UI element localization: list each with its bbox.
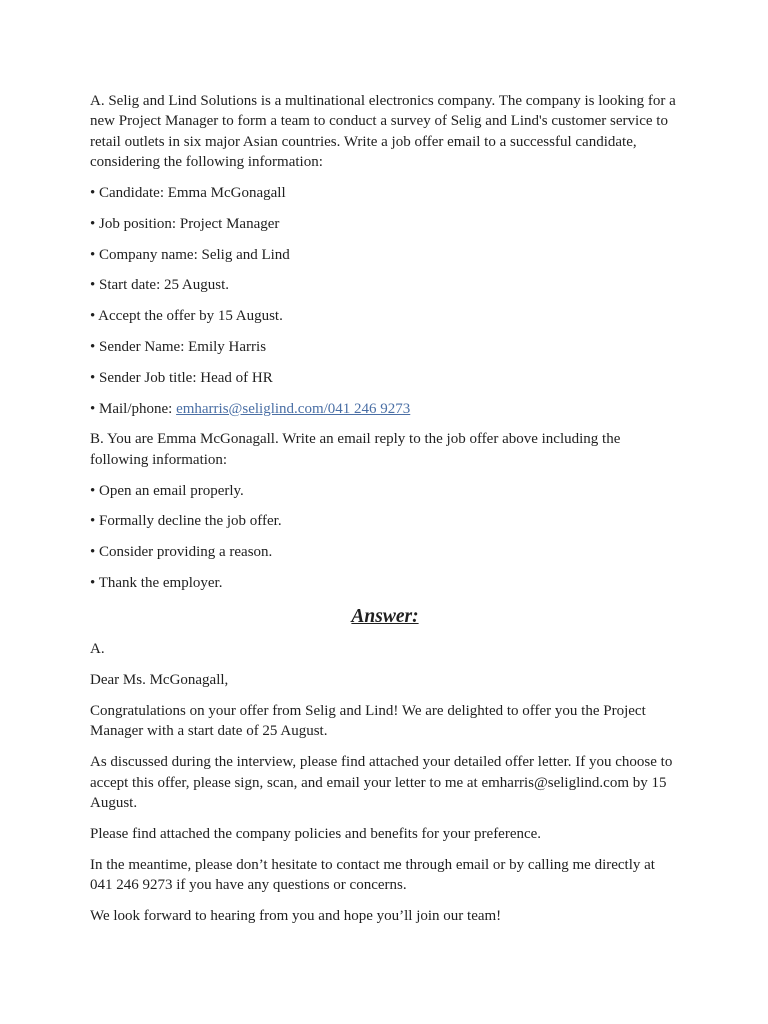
email-salutation: Dear Ms. McGonagall, [90, 672, 229, 689]
bullet-job-position: • Job position: Project Manager [90, 215, 280, 232]
email-paragraph-offer-letter: As discussed during the interview, please find attached your detailed offer letter. If you choose to accept this offer, please sign, scan, and email your letter to me at emharris@seliglind.com by 15 August. [90, 754, 673, 811]
bullet-company-name: • Company name: Selig and Lind [90, 246, 290, 263]
mail-phone-prefix: • Mail/phone: [90, 400, 177, 417]
section-b-intro: B. You are Emma McGonagall. Write an email reply to the job offer above including the following information: [90, 431, 621, 468]
bullet-thank-employer: • Thank the employer. [90, 574, 223, 591]
section-a-intro: A. Selig and Lind Solutions is a multinational electronics company. The company is looking for a new Project Manager to form a team to conduct a survey of Selig and Lind's customer service to retail outlets in six major Asian countries. Write a job offer email to a successful candidate, considering the following information: [90, 93, 676, 171]
answer-label: A. [90, 641, 105, 658]
bullet-candidate: • Candidate: Emma McGonagall [90, 185, 286, 202]
email-paragraph-contact: In the meantime, please don’t hesitate to contact me through email or by calling me directly at 041 246 9273 if you have any questions or concerns. [90, 856, 655, 893]
answer-heading: Answer: [351, 606, 419, 628]
bullet-sender-name: • Sender Name: Emily Harris [90, 339, 267, 355]
bullet-start-date: • Start date: 25 August. [90, 277, 229, 294]
document-page [90, 91, 680, 937]
email-paragraph-congratulations: Congratulations on your offer from Selig and Lind! We are delighted to offer you the Project Manager with a start date of 25 August. [90, 702, 646, 740]
contact-link[interactable]: emharris@seliglind.com/041 246 9273 [176, 400, 411, 417]
bullet-accept-deadline: • Accept the offer by 15 August. [90, 308, 283, 325]
email-paragraph-policies: Please find attached the company policies and benefits for your preference. [90, 825, 542, 842]
bullet-decline-offer: • Formally decline the job offer. [90, 513, 282, 530]
bullet-provide-reason: • Consider providing a reason. [90, 544, 273, 561]
bullet-sender-title: • Sender Job title: Head of HR [90, 369, 273, 386]
bullet-mail-phone [90, 399, 680, 419]
email-paragraph-closing: We look forward to hearing from you and hope you’ll join our team! [90, 907, 502, 924]
bullet-open-email: • Open an email properly. [90, 482, 244, 499]
